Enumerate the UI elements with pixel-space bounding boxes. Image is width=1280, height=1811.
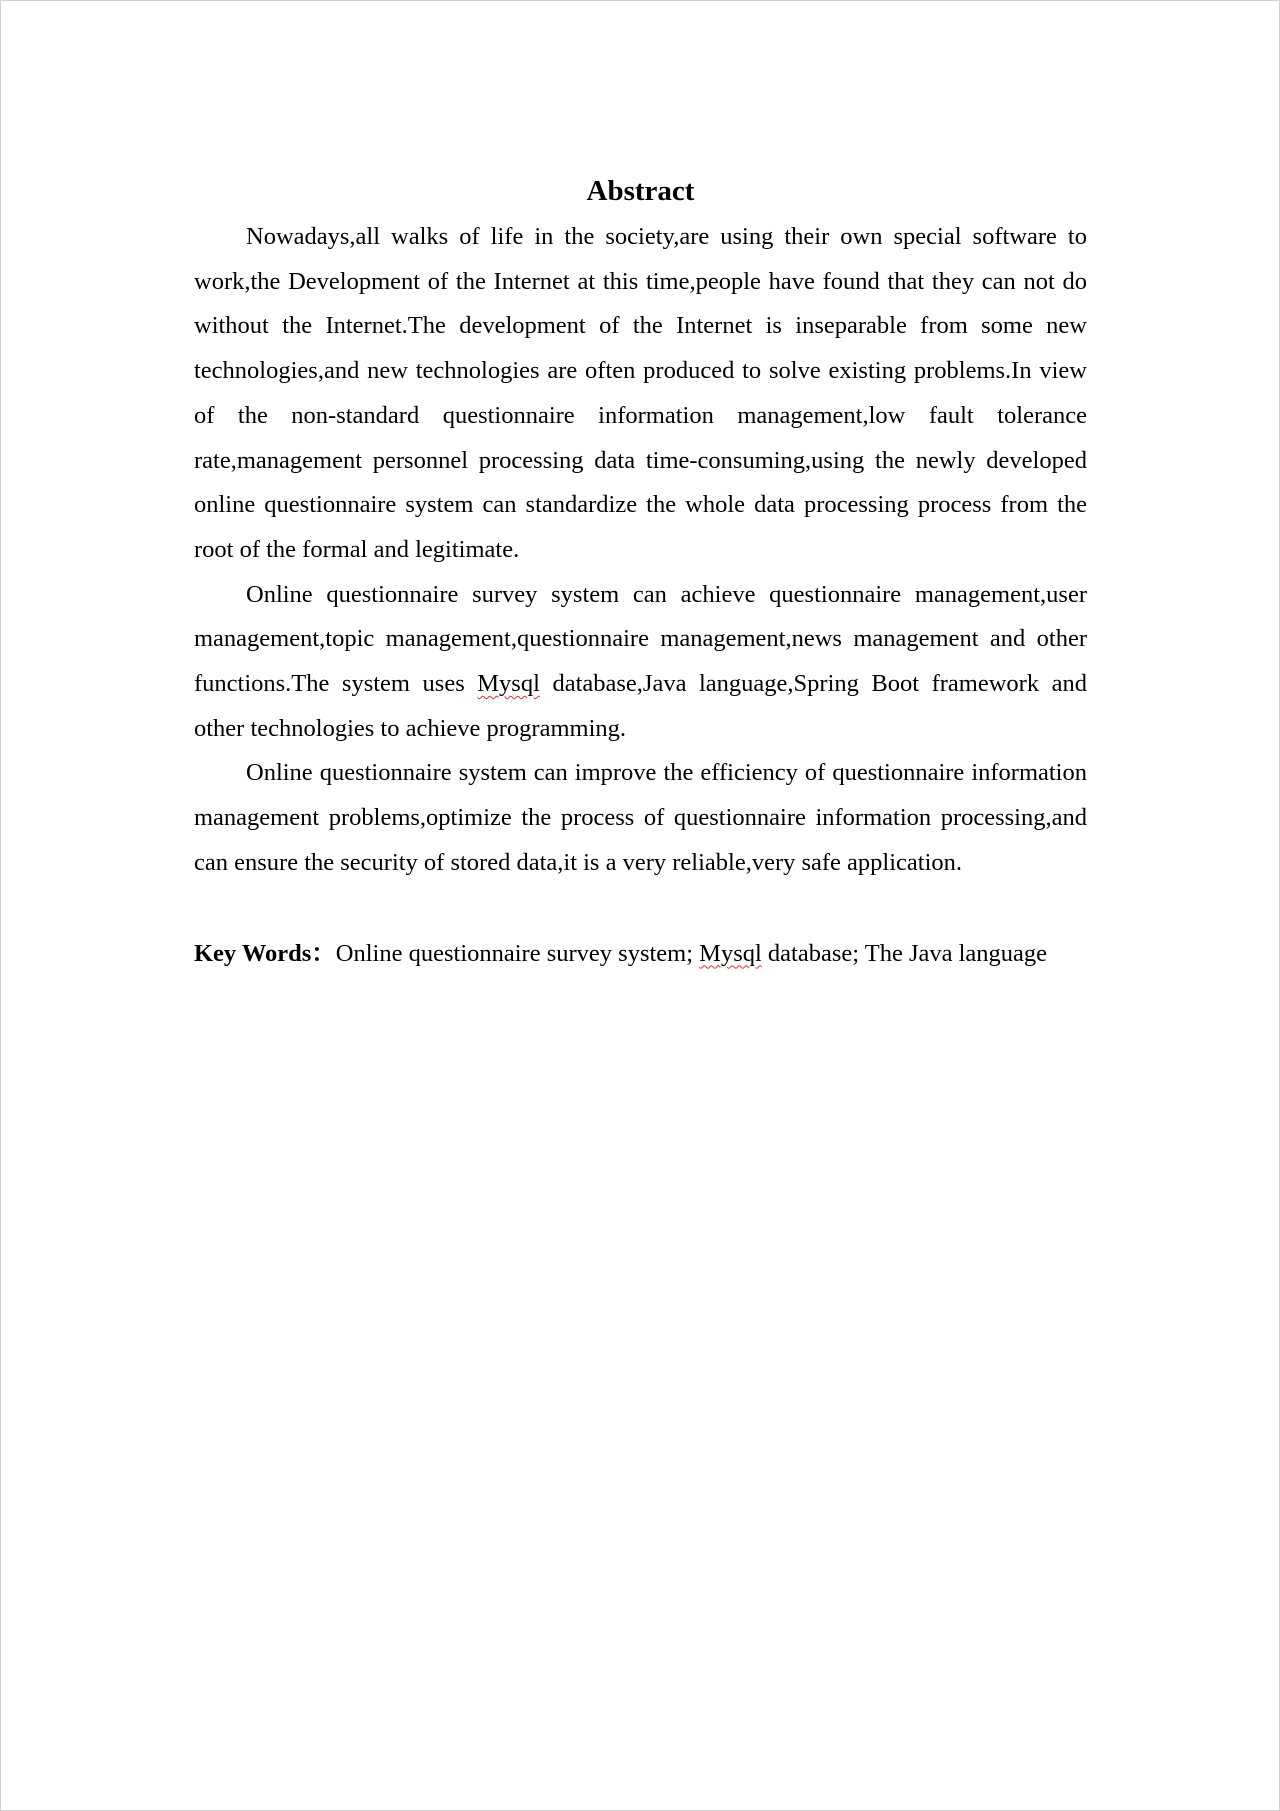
- spellcheck-term-mysql: Mysql: [477, 670, 540, 698]
- abstract-paragraph-3: Online questionnaire system can improve the efficiency of questionnaire information management problems,optimize the process of questionnaire information processing,and can ensure the security of stored data,it is a very reliable,very safe application.: [194, 759, 1087, 876]
- keywords-part-1: Online questionnaire survey system;: [335, 939, 700, 967]
- paragraph-2-text-start: Online questionnaire survey system can achieve questionnaire management,user management,topic management,questionnaire management,news management and other functions.The system uses: [194, 580, 1087, 698]
- keywords-part-2: database; The Java language: [761, 939, 1048, 967]
- abstract-paragraph-1: Nowadays,all walks of life in the society,are using their own special software to work,the Development of the Internet at this time,people have found that they can not do without the Internet.The development of the Internet is inseparable from some new technologies,and new technologies are often produced to solve existing problems.In view of the non-standard questionnaire information management,low fault tolerance rate,management personnel processing data time-consuming,using the newly developed online questionnaire system can standardize the whole data processing process from the root of the formal and legitimate.: [194, 223, 1087, 563]
- abstract-section: [194, 169, 1087, 976]
- paragraph-2-text-end: database,Java language,Spring Boot framework and other technologies to achieve programming.: [194, 670, 1087, 742]
- abstract-title: Abstract: [586, 175, 695, 207]
- keywords-line: [194, 932, 1087, 977]
- keywords-term-mysql: Mysql: [699, 939, 762, 967]
- keywords-label: Key Words：: [194, 939, 336, 967]
- abstract-paragraph-2: [194, 573, 1087, 752]
